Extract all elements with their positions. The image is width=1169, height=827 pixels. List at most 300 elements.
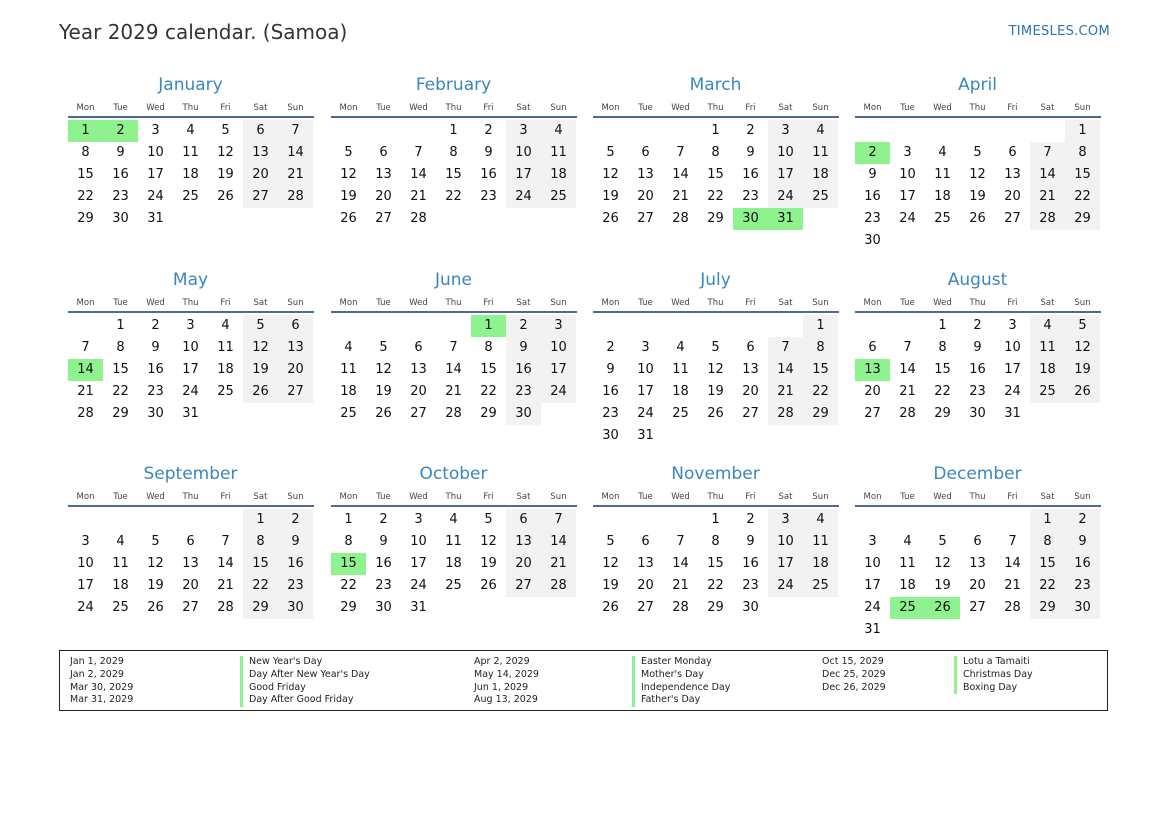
empty-day-cell xyxy=(331,120,366,142)
day-cell: 23 xyxy=(112,189,129,204)
day-cell: 19 xyxy=(147,578,164,593)
day-cell: 30 xyxy=(278,597,313,619)
empty-day-cell xyxy=(890,315,925,337)
day-cell: 28 xyxy=(278,186,313,208)
weekday-label: Mon xyxy=(863,492,882,502)
holiday-day-cell: 31 xyxy=(768,208,803,230)
day-cell: 25 xyxy=(541,186,576,208)
weekday-label: Sun xyxy=(1074,492,1091,502)
day-cell: 29 xyxy=(934,406,951,421)
day-cell: 29 xyxy=(707,600,724,615)
day-cell: 16 xyxy=(506,359,541,381)
legend-dates-column xyxy=(822,656,886,694)
day-cell: 3 xyxy=(768,509,803,531)
weekday-label: Thu xyxy=(445,492,462,502)
weekday-label: Fri xyxy=(483,103,494,113)
month-name: March xyxy=(689,75,742,95)
weekday-label: Wed xyxy=(933,298,952,308)
day-cell: 8 xyxy=(243,531,278,553)
day-cell: 9 xyxy=(151,340,160,355)
day-cell: 31 xyxy=(637,428,654,443)
day-cell: 25 xyxy=(340,406,357,421)
day-cell: 3 xyxy=(768,120,803,142)
day-cell: 28 xyxy=(672,600,689,615)
weekday-label: Tue xyxy=(376,298,391,308)
day-cell: 20 xyxy=(864,384,881,399)
week-row xyxy=(593,381,839,403)
weekday-label: Sat xyxy=(1040,298,1055,308)
day-cell: 20 xyxy=(243,164,278,186)
day-cell: 19 xyxy=(1065,359,1100,381)
day-cell: 10 xyxy=(147,145,164,160)
empty-day-cell xyxy=(366,120,401,142)
weekday-header xyxy=(855,97,1101,118)
day-cell: 18 xyxy=(1030,359,1065,381)
weekday-label: Tue xyxy=(376,492,391,502)
day-cell: 3 xyxy=(641,340,650,355)
month-june xyxy=(331,268,577,425)
day-cell: 10 xyxy=(506,142,541,164)
month-may xyxy=(68,268,314,425)
week-row xyxy=(331,509,577,531)
day-cell: 22 xyxy=(77,189,94,204)
day-cell: 19 xyxy=(375,384,392,399)
day-cell: 17 xyxy=(77,578,94,593)
weekday-label: Mon xyxy=(76,103,95,113)
week-row xyxy=(593,208,839,230)
empty-day-cell xyxy=(331,315,366,337)
day-cell: 16 xyxy=(112,167,129,182)
week-row xyxy=(68,186,314,208)
holiday-day-cell: 30 xyxy=(733,208,768,230)
day-cell: 13 xyxy=(278,337,313,359)
day-cell: 16 xyxy=(602,384,619,399)
weekday-label: Wed xyxy=(146,103,165,113)
week-row xyxy=(331,186,577,208)
day-cell: 18 xyxy=(217,362,234,377)
day-cell: 9 xyxy=(973,340,982,355)
week-row xyxy=(855,337,1101,359)
weekday-label: Fri xyxy=(1007,298,1018,308)
empty-day-cell xyxy=(401,315,436,337)
week-row xyxy=(855,553,1101,575)
month-name: February xyxy=(415,75,492,95)
day-cell: 14 xyxy=(672,167,689,182)
day-cell: 22 xyxy=(707,578,724,593)
weekday-label: Thu xyxy=(969,103,986,113)
legend-names-column xyxy=(954,656,1033,694)
day-cell: 12 xyxy=(707,362,724,377)
day-cell: 23 xyxy=(480,189,497,204)
week-row xyxy=(855,359,1101,381)
day-cell: 23 xyxy=(147,384,164,399)
day-cell: 7 xyxy=(1030,142,1065,164)
day-cell: 20 xyxy=(742,384,759,399)
weekday-label: Tue xyxy=(638,492,653,502)
day-cell: 18 xyxy=(899,578,916,593)
day-cell: 20 xyxy=(1004,189,1021,204)
day-cell: 7 xyxy=(1008,534,1017,549)
day-cell: 29 xyxy=(243,597,278,619)
day-cell: 27 xyxy=(182,600,199,615)
day-cell: 25 xyxy=(1030,381,1065,403)
day-cell: 8 xyxy=(711,145,720,160)
week-row xyxy=(855,509,1101,531)
day-cell: 30 xyxy=(1065,597,1100,619)
holiday-name: Easter Monday xyxy=(632,656,730,669)
week-row xyxy=(68,403,314,425)
day-cell: 23 xyxy=(969,384,986,399)
day-cell: 9 xyxy=(1065,531,1100,553)
day-cell: 7 xyxy=(278,120,313,142)
day-cell: 9 xyxy=(868,167,877,182)
weekday-label: Tue xyxy=(638,103,653,113)
day-cell: 27 xyxy=(375,211,392,226)
day-cell: 19 xyxy=(707,384,724,399)
week-row xyxy=(855,315,1101,337)
month-name: June xyxy=(434,270,473,290)
empty-day-cell xyxy=(855,315,890,337)
day-cell: 21 xyxy=(768,381,803,403)
legend-dates-column xyxy=(474,656,539,707)
day-cell: 3 xyxy=(81,534,90,549)
day-cell: 27 xyxy=(506,575,541,597)
weekday-label: Tue xyxy=(113,298,128,308)
weekday-label: Fri xyxy=(745,103,756,113)
weekday-header xyxy=(593,486,839,507)
day-cell: 27 xyxy=(410,406,427,421)
day-cell: 31 xyxy=(864,622,881,637)
day-cell: 26 xyxy=(375,406,392,421)
weekday-label: Tue xyxy=(113,103,128,113)
empty-day-cell xyxy=(173,509,208,531)
day-cell: 27 xyxy=(742,406,759,421)
weekday-label: Fri xyxy=(745,492,756,502)
weekday-label: Fri xyxy=(1007,103,1018,113)
weekday-label: Thu xyxy=(707,298,724,308)
day-cell: 4 xyxy=(116,534,125,549)
day-cell: 12 xyxy=(969,167,986,182)
day-cell: 14 xyxy=(899,362,916,377)
day-cell: 26 xyxy=(147,600,164,615)
weekday-label: Fri xyxy=(745,298,756,308)
weekday-label: Wed xyxy=(671,492,690,502)
holiday-name: Good Friday xyxy=(240,682,370,695)
day-cell: 23 xyxy=(375,578,392,593)
day-cell: 29 xyxy=(803,403,838,425)
empty-day-cell xyxy=(960,509,995,531)
day-cell: 18 xyxy=(445,556,462,571)
day-cell: 25 xyxy=(934,211,951,226)
day-cell: 6 xyxy=(746,340,755,355)
day-cell: 8 xyxy=(484,340,493,355)
day-cell: 4 xyxy=(344,340,353,355)
weekday-label: Wed xyxy=(146,492,165,502)
week-row xyxy=(331,553,577,575)
day-cell: 17 xyxy=(182,362,199,377)
weekday-label: Sat xyxy=(253,103,268,113)
day-cell: 10 xyxy=(182,340,199,355)
week-row xyxy=(68,597,314,619)
day-cell: 24 xyxy=(541,381,576,403)
day-cell: 2 xyxy=(278,509,313,531)
week-row xyxy=(68,509,314,531)
day-cell: 12 xyxy=(602,556,619,571)
day-cell: 13 xyxy=(637,167,654,182)
empty-day-cell xyxy=(208,509,243,531)
week-row xyxy=(593,164,839,186)
day-cell: 20 xyxy=(278,359,313,381)
day-cell: 5 xyxy=(938,534,947,549)
week-row xyxy=(331,164,577,186)
day-cell: 23 xyxy=(1065,575,1100,597)
day-cell: 12 xyxy=(480,534,497,549)
day-cell: 30 xyxy=(969,406,986,421)
weekday-label: Sat xyxy=(516,492,531,502)
empty-day-cell xyxy=(855,120,890,142)
weekday-label: Mon xyxy=(76,298,95,308)
day-cell: 11 xyxy=(672,362,689,377)
day-cell: 19 xyxy=(217,167,234,182)
day-cell: 17 xyxy=(899,189,916,204)
weekday-header xyxy=(855,292,1101,313)
holiday-day-cell: 25 xyxy=(890,597,925,619)
week-row xyxy=(331,315,577,337)
weekday-label: Sun xyxy=(287,298,304,308)
day-cell: 10 xyxy=(1004,340,1021,355)
day-cell: 28 xyxy=(1004,600,1021,615)
empty-day-cell xyxy=(925,120,960,142)
day-cell: 11 xyxy=(803,142,838,164)
weekday-label: Sat xyxy=(516,298,531,308)
day-cell: 13 xyxy=(410,362,427,377)
day-cell: 1 xyxy=(344,512,353,527)
empty-day-cell xyxy=(593,315,628,337)
day-cell: 15 xyxy=(1030,553,1065,575)
holiday-day-cell: 13 xyxy=(855,359,890,381)
weekday-label: Sun xyxy=(550,103,567,113)
day-cell: 6 xyxy=(414,340,423,355)
day-cell: 30 xyxy=(112,211,129,226)
day-cell: 20 xyxy=(410,384,427,399)
day-cell: 14 xyxy=(1030,164,1065,186)
day-cell: 5 xyxy=(1065,315,1100,337)
day-cell: 7 xyxy=(676,534,685,549)
holiday-date: Aug 13, 2029 xyxy=(474,694,538,706)
day-cell: 24 xyxy=(506,186,541,208)
day-cell: 2 xyxy=(973,318,982,333)
holiday-date: Oct 15, 2029 xyxy=(822,656,884,667)
day-cell: 25 xyxy=(445,578,462,593)
day-cell: 29 xyxy=(77,211,94,226)
day-cell: 1 xyxy=(711,512,720,527)
day-cell: 23 xyxy=(742,189,759,204)
weekday-label: Wed xyxy=(409,298,428,308)
day-cell: 22 xyxy=(934,384,951,399)
weekday-header xyxy=(331,97,577,118)
day-cell: 16 xyxy=(375,556,392,571)
weekday-label: Sat xyxy=(778,492,793,502)
day-cell: 27 xyxy=(864,406,881,421)
day-cell: 27 xyxy=(1004,211,1021,226)
week-row xyxy=(855,619,1101,641)
holiday-name: Day After New Year's Day xyxy=(240,669,370,682)
day-cell: 20 xyxy=(637,578,654,593)
day-cell: 6 xyxy=(186,534,195,549)
site-link[interactable]: TIMESLES.COM xyxy=(1008,24,1110,39)
day-cell: 26 xyxy=(340,211,357,226)
weekday-label: Sun xyxy=(1074,103,1091,113)
day-cell: 7 xyxy=(768,337,803,359)
week-row xyxy=(331,575,577,597)
day-cell: 23 xyxy=(506,381,541,403)
week-row xyxy=(331,359,577,381)
day-cell: 16 xyxy=(147,362,164,377)
day-cell: 21 xyxy=(410,189,427,204)
day-cell: 4 xyxy=(676,340,685,355)
day-cell: 5 xyxy=(243,315,278,337)
weekday-label: Mon xyxy=(863,298,882,308)
day-cell: 27 xyxy=(243,186,278,208)
day-cell: 18 xyxy=(112,578,129,593)
day-cell: 6 xyxy=(973,534,982,549)
week-row xyxy=(593,597,839,619)
empty-day-cell xyxy=(733,315,768,337)
day-cell: 6 xyxy=(379,145,388,160)
empty-day-cell xyxy=(628,315,663,337)
day-cell: 5 xyxy=(151,534,160,549)
day-cell: 21 xyxy=(217,578,234,593)
day-cell: 15 xyxy=(480,362,497,377)
day-cell: 11 xyxy=(541,142,576,164)
week-row xyxy=(855,381,1101,403)
day-cell: 26 xyxy=(480,578,497,593)
day-cell: 13 xyxy=(969,556,986,571)
day-cell: 1 xyxy=(116,318,125,333)
week-row xyxy=(855,186,1101,208)
day-cell: 6 xyxy=(1008,145,1017,160)
holiday-day-cell: 2 xyxy=(855,142,890,164)
weekday-label: Sun xyxy=(812,298,829,308)
weekday-label: Thu xyxy=(182,298,199,308)
day-cell: 10 xyxy=(768,142,803,164)
day-cell: 28 xyxy=(77,406,94,421)
day-cell: 28 xyxy=(899,406,916,421)
day-cell: 6 xyxy=(868,340,877,355)
week-row xyxy=(331,142,577,164)
day-cell: 16 xyxy=(969,362,986,377)
day-cell: 8 xyxy=(344,534,353,549)
day-cell: 1 xyxy=(243,509,278,531)
day-cell: 23 xyxy=(742,578,759,593)
day-cell: 22 xyxy=(480,384,497,399)
weekday-label: Sat xyxy=(1040,492,1055,502)
day-cell: 14 xyxy=(217,556,234,571)
day-cell: 5 xyxy=(221,123,230,138)
day-cell: 2 xyxy=(746,123,755,138)
day-cell: 26 xyxy=(707,406,724,421)
holiday-date: Dec 25, 2029 xyxy=(822,668,886,680)
day-cell: 7 xyxy=(221,534,230,549)
day-cell: 5 xyxy=(711,340,720,355)
month-february xyxy=(331,73,577,230)
weekday-label: Wed xyxy=(409,492,428,502)
day-cell: 1 xyxy=(938,318,947,333)
weekday-label: Sun xyxy=(287,103,304,113)
day-cell: 5 xyxy=(606,534,615,549)
month-name: October xyxy=(419,464,488,484)
day-cell: 20 xyxy=(506,553,541,575)
day-cell: 31 xyxy=(410,600,427,615)
day-cell: 8 xyxy=(711,534,720,549)
weekday-label: Mon xyxy=(76,492,95,502)
day-cell: 18 xyxy=(182,167,199,182)
weekday-label: Tue xyxy=(900,492,915,502)
weekday-label: Sun xyxy=(550,298,567,308)
day-cell: 17 xyxy=(541,359,576,381)
weekday-label: Mon xyxy=(339,298,358,308)
week-row xyxy=(855,575,1101,597)
month-name: August xyxy=(947,270,1008,290)
day-cell: 24 xyxy=(77,600,94,615)
day-cell: 25 xyxy=(112,600,129,615)
empty-day-cell xyxy=(925,509,960,531)
weekday-label: Fri xyxy=(483,492,494,502)
day-cell: 10 xyxy=(77,556,94,571)
week-row xyxy=(68,337,314,359)
day-cell: 9 xyxy=(379,534,388,549)
day-cell: 19 xyxy=(969,189,986,204)
day-cell: 7 xyxy=(541,509,576,531)
holiday-day-cell: 26 xyxy=(925,597,960,619)
week-row xyxy=(331,208,577,230)
empty-day-cell xyxy=(103,509,138,531)
day-cell: 4 xyxy=(803,509,838,531)
day-cell: 6 xyxy=(641,145,650,160)
holiday-name: Boxing Day xyxy=(954,682,1033,695)
day-cell: 19 xyxy=(243,359,278,381)
week-row xyxy=(593,531,839,553)
day-cell: 18 xyxy=(803,553,838,575)
day-cell: 20 xyxy=(375,189,392,204)
day-cell: 17 xyxy=(637,384,654,399)
day-cell: 23 xyxy=(602,406,619,421)
day-cell: 26 xyxy=(969,211,986,226)
week-row xyxy=(855,230,1101,252)
day-cell: 27 xyxy=(637,211,654,226)
week-row xyxy=(855,208,1101,230)
legend-names-column xyxy=(240,656,370,707)
weekday-header xyxy=(855,486,1101,507)
day-cell: 15 xyxy=(112,362,129,377)
day-cell: 26 xyxy=(602,600,619,615)
day-cell: 28 xyxy=(410,211,427,226)
day-cell: 9 xyxy=(746,534,755,549)
empty-day-cell xyxy=(628,120,663,142)
legend-names-column xyxy=(632,656,730,707)
week-row xyxy=(593,120,839,142)
day-cell: 4 xyxy=(449,512,458,527)
month-september xyxy=(68,462,314,619)
weekday-header xyxy=(593,97,839,118)
day-cell: 30 xyxy=(147,406,164,421)
holiday-date: Apr 2, 2029 xyxy=(474,656,530,667)
weekday-label: Thu xyxy=(707,492,724,502)
day-cell: 14 xyxy=(278,142,313,164)
holiday-date: Dec 26, 2029 xyxy=(822,681,886,693)
day-cell: 8 xyxy=(1030,531,1065,553)
day-cell: 5 xyxy=(344,145,353,160)
